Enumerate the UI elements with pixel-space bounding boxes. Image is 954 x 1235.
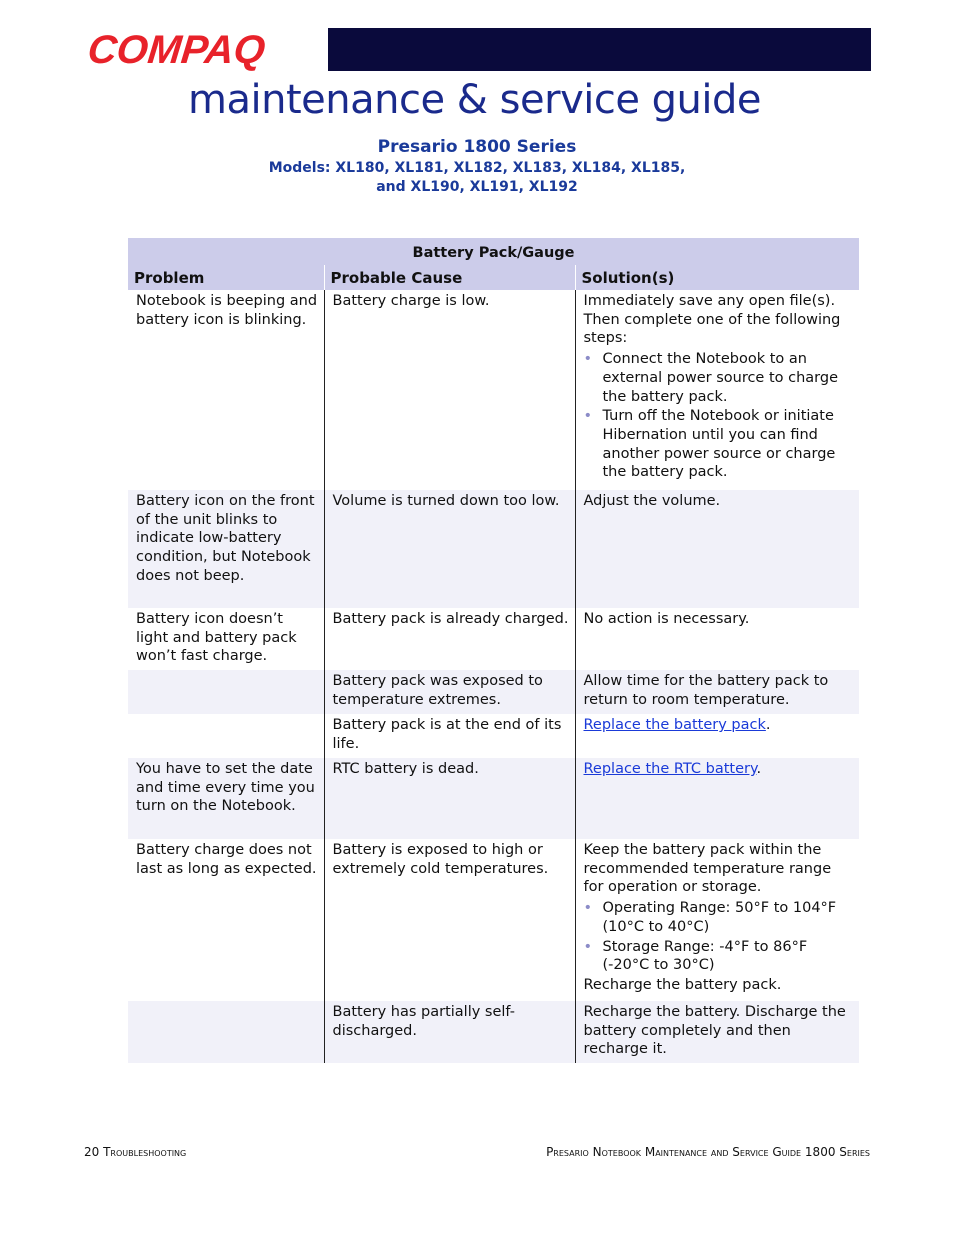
footer-page-section: 20 Troubleshooting	[84, 1145, 187, 1159]
solution-cell	[575, 839, 859, 1001]
table-row	[128, 490, 859, 608]
replace-battery-pack-link[interactable]: Replace the battery pack	[583, 717, 766, 733]
cause-cell: Battery is exposed to high or extremely cold temperatures.	[324, 839, 575, 1001]
table-row	[128, 670, 859, 714]
solution-cell: No action is necessary.	[575, 608, 859, 670]
table-row	[128, 1001, 859, 1063]
solution-cell: Recharge the battery. Discharge the battery completely and then recharge it.	[575, 1001, 859, 1063]
problem-cell	[128, 1001, 324, 1063]
table-row	[128, 290, 859, 490]
bullet-item: • Connect the Notebook to an external power source to charge the battery pack.	[584, 350, 854, 406]
footer-guide-title: Presario Notebook Maintenance and Service Guide 1800 Series	[546, 1145, 870, 1159]
troubleshooting-table	[128, 238, 859, 1063]
cause-cell: Battery pack was exposed to temperature extremes.	[324, 670, 575, 714]
problem-cell: Battery icon doesn’t light and battery pack won’t fast charge.	[136, 611, 297, 665]
problem-cell: Notebook is beeping and battery icon is blinking.	[136, 293, 318, 328]
cause-cell: Battery pack is at the end of its life.	[324, 714, 575, 758]
column-header-solution: Solution(s)	[575, 265, 859, 290]
cause-cell: Battery has partially self-discharged.	[324, 1001, 575, 1063]
compaq-logo: COMPAQ	[85, 28, 268, 72]
link-suffix: .	[756, 761, 762, 777]
cause-cell: Battery charge is low.	[324, 290, 575, 490]
link-suffix: .	[765, 717, 771, 733]
bullet-item: • Storage Range: -4°F to 86°F (-20°C to 30°C)	[584, 938, 854, 975]
solution-cell	[575, 714, 859, 758]
problem-cell: Battery charge does not last as long as expected.	[136, 842, 317, 877]
solution-cell: Adjust the volume.	[575, 490, 859, 608]
solution-steps	[584, 350, 854, 482]
cause-cell: RTC battery is dead.	[324, 758, 575, 839]
cause-cell: Battery pack is already charged.	[324, 608, 575, 670]
solution-cell	[575, 290, 859, 490]
table-row	[128, 758, 859, 839]
models-line-1: Models: XL180, XL181, XL182, XL183, XL184, XL185,	[268, 160, 686, 176]
solution-text: Keep the battery pack within the recommended temperature range for operation or storage.	[583, 842, 832, 896]
column-header-problem: Problem	[128, 265, 324, 290]
models-line-2: and XL190, XL191, XL192	[376, 179, 578, 195]
solution-text-after: Recharge the battery pack.	[583, 976, 782, 993]
replace-rtc-battery-link[interactable]: Replace the RTC battery	[583, 761, 757, 777]
problem-cell: Battery icon on the front of the unit blinks to indicate low-battery condition, but Notebook does not beep.	[128, 490, 324, 608]
header-bar	[328, 28, 871, 71]
bullet-item: • Operating Range: 50°F to 104°F (10°C to 40°C)	[584, 899, 854, 936]
series-title: Presario 1800 Series	[377, 137, 577, 157]
column-header-cause: Probable Cause	[324, 265, 575, 290]
table-row	[128, 839, 859, 1001]
table-caption: Battery Pack/Gauge	[128, 238, 859, 265]
cause-cell: Volume is turned down too low.	[324, 490, 575, 608]
solution-cell	[575, 758, 859, 839]
problem-cell	[128, 714, 324, 758]
solution-text: Immediately save any open file(s). Then complete one of the following steps:	[583, 293, 841, 347]
solution-cell: Allow time for the battery pack to return to room temperature.	[575, 670, 859, 714]
problem-cell	[128, 670, 324, 714]
guide-title: maintenance & service guide	[188, 77, 762, 123]
table-row	[128, 608, 859, 670]
temperature-ranges	[584, 899, 854, 975]
table-row	[128, 714, 859, 758]
bullet-item: • Turn off the Notebook or initiate Hibernation until you can find another power source or charge the battery pack.	[584, 407, 854, 482]
problem-cell: You have to set the date and time every time you turn on the Notebook.	[128, 758, 324, 839]
